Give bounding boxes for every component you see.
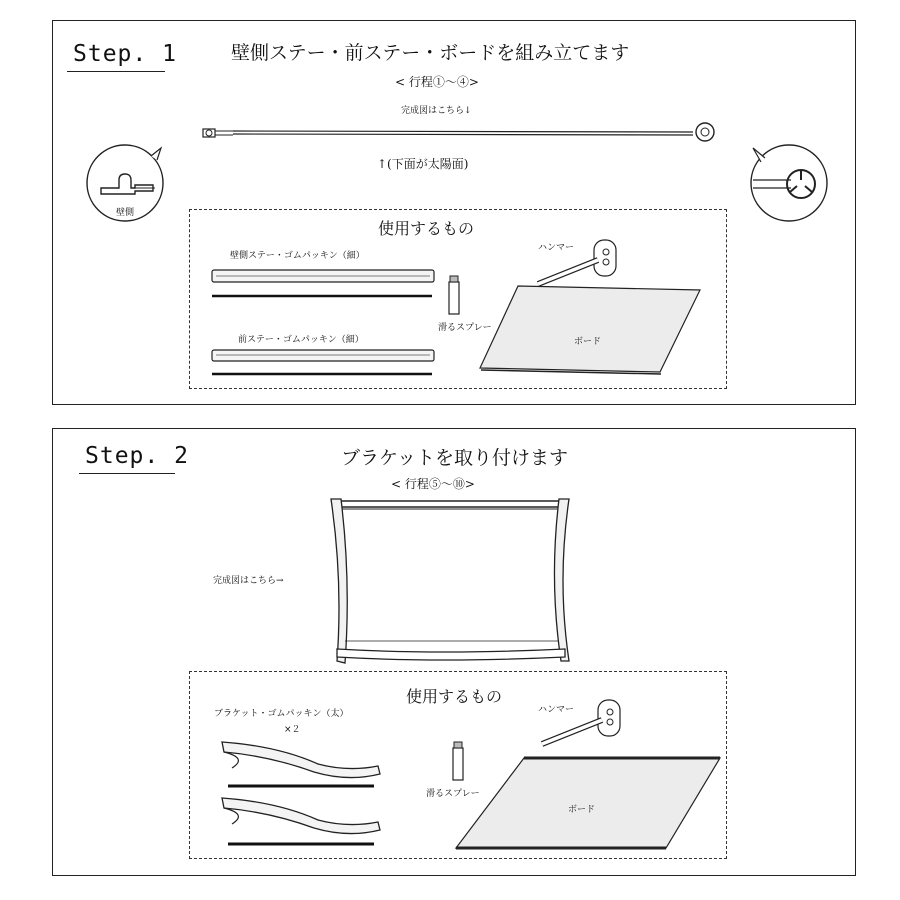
wall-stay-label: 壁側ステー・ゴムパッキン（細）	[230, 251, 365, 261]
hammer-label-2: ハンマー	[538, 705, 575, 715]
board-icon	[478, 284, 702, 374]
wall-stay-parts	[210, 268, 440, 302]
step2-process: < 行程⑤～⑩>	[391, 477, 475, 491]
step2-title: ブラケットを取り付けます	[341, 447, 569, 469]
step1-label: Step. 1	[73, 41, 177, 67]
front-stay-label: 前ステー・ゴムパッキン（細）	[238, 335, 364, 345]
hammer-label: ハンマー	[538, 243, 575, 253]
bracket-qty: ×２	[284, 725, 301, 735]
spray-can-icon	[446, 276, 462, 316]
spray-label: 滑るスプレー	[438, 323, 492, 333]
board-label-2: ボード	[568, 805, 596, 815]
step1-process: < 行程①～④>	[395, 75, 479, 89]
front-side-detail-icon	[737, 136, 833, 226]
step1-complete-note: 完成図はこちら↓	[401, 106, 472, 116]
step1-title: 壁側ステー・前ステー・ボードを組み立てます	[231, 42, 630, 64]
step2-complete-note: 完成図はこちら→	[213, 576, 284, 586]
spray-label-2: 滑るスプレー	[426, 789, 480, 799]
step1-underline	[67, 71, 165, 72]
step1-bottom-note: ↑(下面が太陽面)	[377, 157, 469, 171]
step2-underline	[79, 473, 175, 474]
bracket-label: ブラケット・ゴムパッキン（太）	[214, 709, 349, 719]
bracket-parts-lower	[218, 794, 384, 852]
step2-panel	[52, 428, 856, 876]
assembled-canopy-drawing	[321, 491, 581, 671]
step2-label: Step. 2	[85, 443, 189, 469]
step2-materials-heading: 使用するもの	[406, 687, 503, 706]
step1-panel	[52, 20, 856, 405]
wall-side-label: 壁側	[116, 208, 135, 218]
board-label: ボード	[574, 337, 602, 347]
front-stay-parts	[210, 348, 440, 382]
step1-materials-heading: 使用するもの	[378, 219, 475, 238]
bracket-parts-upper	[218, 738, 384, 794]
step2-materials-box	[189, 671, 727, 859]
step1-materials-box	[189, 209, 727, 389]
assembled-stay-drawing	[193, 113, 733, 153]
